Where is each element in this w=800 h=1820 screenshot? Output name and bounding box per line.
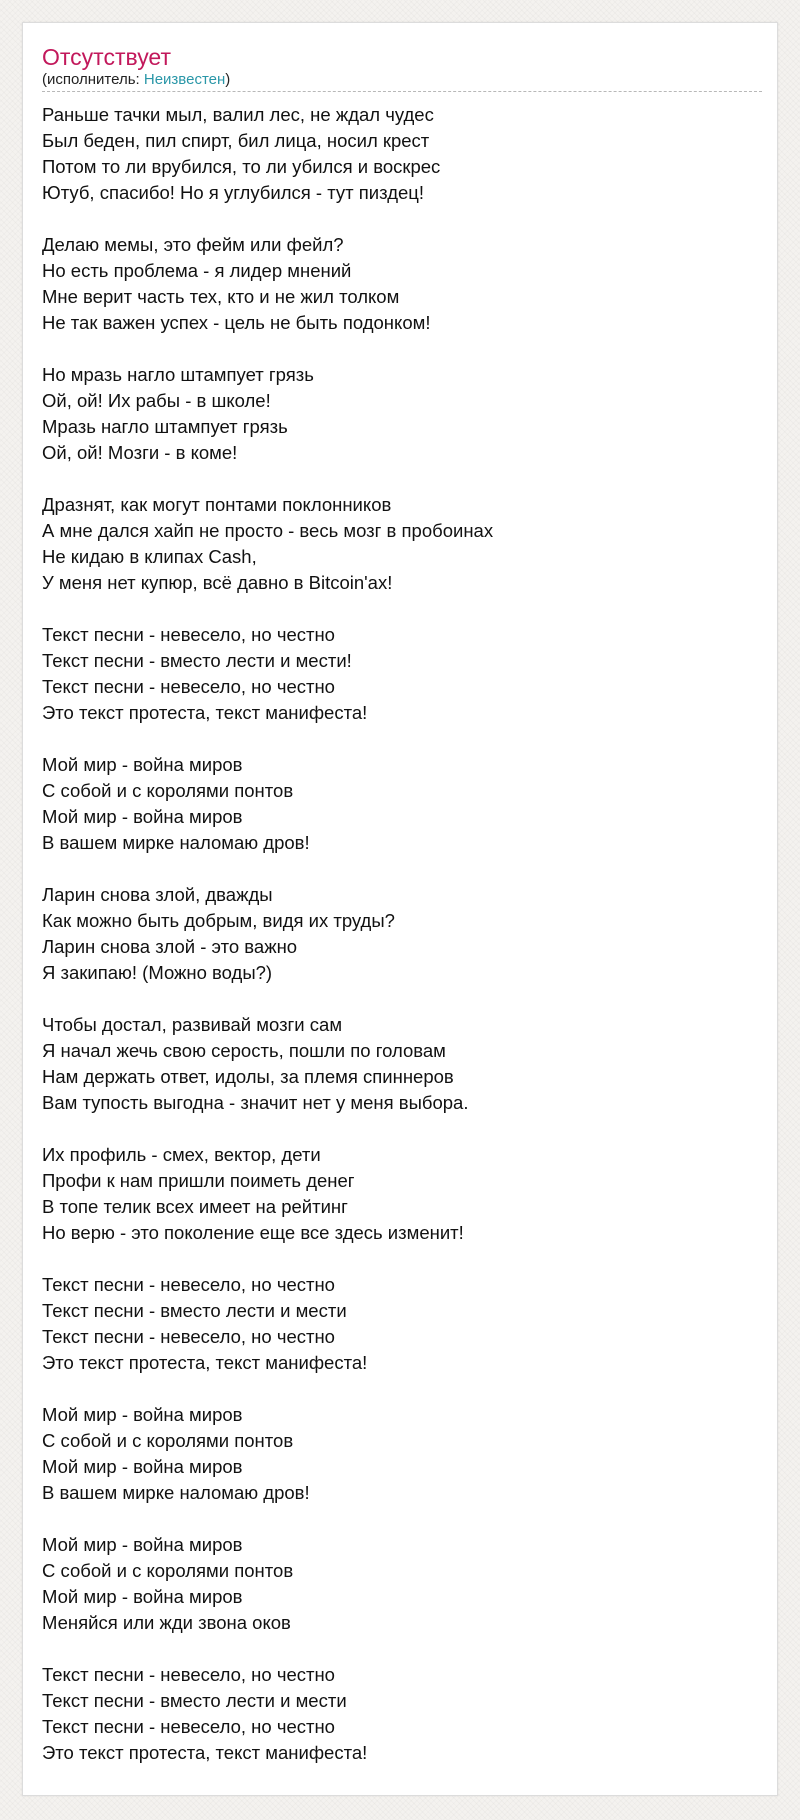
lyrics-line: Мой мир - война миров — [42, 1404, 243, 1425]
artist-prefix: (исполнитель: — [42, 71, 144, 88]
lyrics-line: Я начал жечь свою серость, пошли по головам — [42, 1040, 446, 1061]
lyrics-line: Их профиль - смех, вектор, дети — [42, 1144, 321, 1165]
lyrics-line: Потом то ли врубился, то ли убился и воскрес — [42, 156, 441, 177]
lyrics-stanza — [42, 232, 758, 336]
lyrics-line: Был беден, пил спирт, бил лица, носил крест — [42, 130, 430, 151]
lyrics-stanza — [42, 1402, 758, 1506]
lyrics-line: Это текст протеста, текст манифеста! — [42, 702, 368, 723]
lyrics-stanza — [42, 622, 758, 726]
lyrics-line: Дразнят, как могут понтами поклонников — [42, 494, 392, 515]
lyrics-line: Ой, ой! Их рабы - в школе! — [42, 390, 271, 411]
lyrics-line: Текст песни - вместо лести и мести! — [42, 650, 352, 671]
lyrics-line: Меняйся или жди звона оков — [42, 1612, 291, 1633]
lyrics-line: Не так важен успех - цель не быть подонком! — [42, 312, 431, 333]
lyrics-line: А мне дался хайп не просто - весь мозг в пробоинах — [42, 520, 494, 541]
lyrics-line: Текст песни - невесело, но честно — [42, 1274, 335, 1295]
lyrics-line: В вашем мирке наломаю дров! — [42, 832, 310, 853]
lyrics-line: Как можно быть добрым, видя их труды? — [42, 910, 395, 931]
lyrics-line: Чтобы достал, развивай мозги сам — [42, 1014, 343, 1035]
lyrics-line: С собой и с королями понтов — [42, 780, 294, 801]
lyrics-line: В вашем мирке наломаю дров! — [42, 1482, 310, 1503]
lyrics-line: Мой мир - война миров — [42, 754, 243, 775]
lyrics-line: Вам тупость выгодна - значит нет у меня выбора. — [42, 1092, 469, 1113]
lyrics-stanza — [42, 1662, 758, 1766]
lyrics-line: Не кидаю в клипах Cash, — [42, 546, 257, 567]
lyrics-line: Текст песни - невесело, но честно — [42, 624, 335, 645]
lyrics-line: Мне верит часть тех, кто и не жил толком — [42, 286, 400, 307]
lyrics-line: С собой и с королями понтов — [42, 1560, 294, 1581]
lyrics-line: Раньше тачки мыл, валил лес, не ждал чудес — [42, 104, 434, 125]
lyrics-stanza — [42, 362, 758, 466]
lyrics-card — [22, 22, 778, 1796]
lyrics-line: Текст песни - вместо лести и мести — [42, 1690, 347, 1711]
lyrics-line: Я закипаю! (Можно воды?) — [42, 962, 273, 983]
lyrics-line: Это текст протеста, текст манифеста! — [42, 1352, 368, 1373]
lyrics-line: У меня нет купюр, всё давно в Bitcoin'ах! — [42, 572, 393, 593]
lyrics-body — [42, 102, 758, 1766]
lyrics-stanza — [42, 1532, 758, 1636]
lyrics-line: Ютуб, спасибо! Но я углубился - тут пиздец! — [42, 182, 425, 203]
artist-suffix: ) — [225, 71, 231, 88]
artist-line — [42, 71, 762, 92]
lyrics-line: Текст песни - невесело, но честно — [42, 1664, 335, 1685]
lyrics-line: Делаю мемы, это фейм или фейл? — [42, 234, 344, 255]
lyrics-line: Мой мир - война миров — [42, 806, 243, 827]
lyrics-line: Текст песни - невесело, но честно — [42, 1716, 335, 1737]
lyrics-stanza — [42, 1012, 758, 1116]
lyrics-line: Ларин снова злой, дважды — [42, 884, 273, 905]
lyrics-line: Но верю - это поколение еще все здесь изменит! — [42, 1222, 464, 1243]
lyrics-stanza — [42, 752, 758, 856]
artist-link[interactable]: Неизвестен — [143, 71, 226, 88]
lyrics-stanza — [42, 1142, 758, 1246]
lyrics-line: С собой и с королями понтов — [42, 1430, 294, 1451]
song-title: Отсутствует — [42, 44, 171, 70]
lyrics-stanza — [42, 492, 758, 596]
lyrics-line: Мой мир - война миров — [42, 1586, 243, 1607]
lyrics-stanza — [42, 102, 758, 206]
lyrics-line: Но есть проблема - я лидер мнений — [42, 260, 352, 281]
lyrics-line: Нам держать ответ, идолы, за племя спиннеров — [42, 1066, 454, 1087]
lyrics-line: Мразь нагло штампует грязь — [42, 416, 288, 437]
lyrics-line: Профи к нам пришли поиметь денег — [42, 1170, 355, 1191]
lyrics-line: Мой мир - война миров — [42, 1456, 243, 1477]
lyrics-line: Но мразь нагло штампует грязь — [42, 364, 314, 385]
lyrics-stanza — [42, 1272, 758, 1376]
lyrics-line: Ой, ой! Мозги - в коме! — [42, 442, 238, 463]
lyrics-line: Текст песни - вместо лести и мести — [42, 1300, 347, 1321]
lyrics-line: Текст песни - невесело, но честно — [42, 1326, 335, 1347]
lyrics-line: Текст песни - невесело, но честно — [42, 676, 335, 697]
lyrics-stanza — [42, 882, 758, 986]
lyrics-line: Это текст протеста, текст манифеста! — [42, 1742, 368, 1763]
lyrics-line: Ларин снова злой - это важно — [42, 936, 298, 957]
lyrics-line: В топе телик всех имеет на рейтинг — [42, 1196, 348, 1217]
lyrics-line: Мой мир - война миров — [42, 1534, 243, 1555]
